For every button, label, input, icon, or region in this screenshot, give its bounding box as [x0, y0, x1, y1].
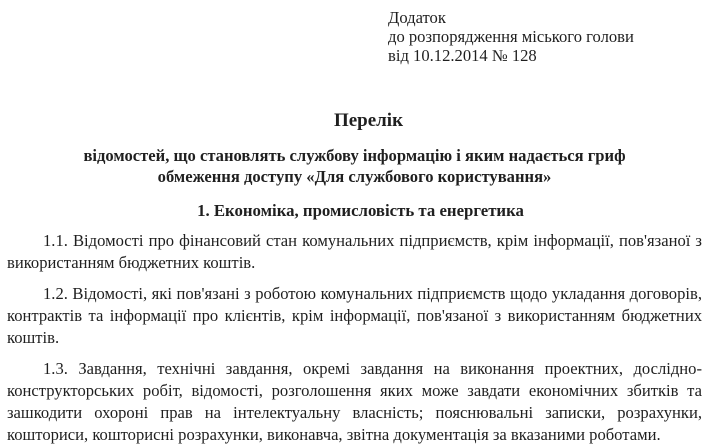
annex-reference-block: [388, 8, 702, 65]
paragraph-1-3: 1.3. Завдання, технічні завдання, окремі завдання на виконання проектних, дослідно-конструкторських робіт, відомості, розголошення яких може завдати економічних збитків та зашкодити охороні прав на інтелектуальну власність; пояснювальні записки, розрахунки, кошториси, кошторисні розрахунки, виконавча, звітна документація за вказаними роботами.: [7, 359, 702, 444]
annex-reference-line-1: Додаток: [388, 8, 446, 27]
annex-reference-line-3: від 10.12.2014 № 128: [388, 46, 537, 65]
document-title: Перелік: [333, 110, 404, 131]
document-subtitle: відомостей, що становлять службову інформацію і яким надається гриф обмеження доступу «Для службового користування»: [83, 146, 626, 186]
annex-reference-line-2: до розпорядження міського голови: [388, 27, 634, 46]
paragraph-1-1: 1.1. Відомості про фінансовий стан комунальних підприємств, крім інформації, пов'язаної з використанням бюджетних коштів.: [7, 231, 702, 272]
paragraph-1-2: 1.2. Відомості, які пов'язані з роботою комунальних підприємств щодо укладання договорів, контрактів та інформації про клієнтів, крім інформації, пов'язаної з використанням бюджетних коштів.: [7, 284, 702, 347]
section-heading: 1. Економіка, промисловість та енергетика: [197, 201, 524, 220]
